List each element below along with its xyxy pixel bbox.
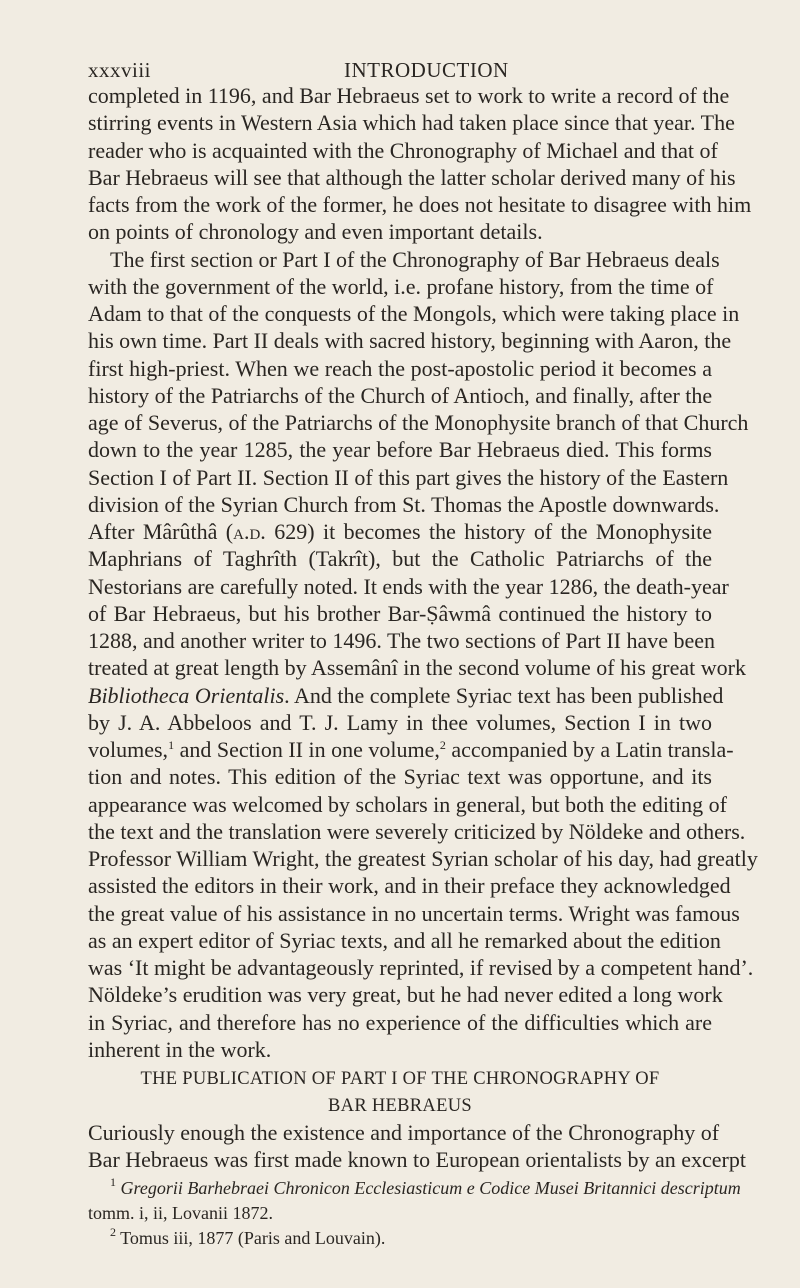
text-line (88, 491, 720, 518)
footnotes (88, 1174, 741, 1251)
text-run: first high-priest. When we reach the post-apostolic period it becomes a (88, 355, 712, 381)
text-run: tion and notes. This edition of the Syriac text was opportune, and its (88, 764, 712, 790)
text-run: Bar Hebraeus will see that although the latter scholar derived many of his (88, 164, 736, 190)
text-run: Adam to that of the conquests of the Mongols, which were taking place in (88, 301, 740, 326)
text-run: After Mârûthâ ( (88, 519, 234, 544)
text-run: tomm. i, ii, Lovanii 1872. (88, 1202, 273, 1223)
section-heading-line: THE PUBLICATION OF PART I OF THE CHRONOGRAPHY OF (140, 1069, 660, 1089)
text-run: Section I of Part II. Section II of this part gives the history of the Eastern (88, 464, 729, 490)
text-run: accompanied by a Latin transla- (445, 737, 734, 762)
text-run: stirring events in Western Asia which had taken place since that year. The (88, 110, 735, 136)
text-line (88, 654, 746, 681)
text-run: assisted the editors in their work, and in their preface they acknowledged (88, 873, 731, 899)
text-run: 629) it becomes the history of the Monophysite (265, 519, 712, 544)
text-run: the great value of his assistance in no uncertain terms. Wright was famous (88, 900, 740, 926)
text-run: reader who is acquainted with the Chronography of Michael and that of (88, 137, 718, 163)
text-line (88, 1009, 712, 1036)
text-line (88, 137, 718, 164)
text-line (88, 791, 727, 818)
text-run: facts from the work of the former, he does not hesitate to disagree with him (88, 192, 752, 217)
text-run: his own time. Part II deals with sacred history, beginning with Aaron, the (88, 328, 732, 354)
text-run: was ‘It might be advantageously reprinted, if revised by a competent hand’. (88, 955, 754, 980)
text-run: Curiously enough the existence and importance of the Chronography of (88, 1120, 720, 1145)
text-line (88, 736, 734, 763)
text-line (88, 573, 729, 600)
italic-title: Gregorii Barhebraei Chronicon Ecclesiasticum e Codice Musei Britannici descriptum (120, 1177, 741, 1198)
text-run: completed in 1196, and Bar Hebraeus set to work to write a record of the (88, 83, 730, 108)
italic-title: Bibliotheca Orientalis (88, 682, 285, 708)
small-caps-text: a.d. (233, 519, 266, 544)
text-line (88, 300, 740, 327)
footnote-line (88, 1226, 712, 1251)
text-line (88, 191, 752, 218)
text-line (88, 627, 716, 654)
text-line (88, 600, 712, 627)
text-run: . And the complete Syriac text has been published (284, 682, 724, 708)
text-run: 1288, and another writer to 1496. The two sections of Part II have been (88, 628, 716, 653)
text-line (88, 409, 749, 436)
section-heading (88, 1067, 712, 1119)
text-line (88, 82, 730, 109)
text-run: down to the year 1285, the year before Bar Hebraeus died. This forms (88, 437, 712, 463)
footnote-marker: 2 (439, 738, 446, 752)
section-heading-line: BAR HEBRAEUS (328, 1096, 472, 1116)
footnote-marker: 1 (110, 1174, 116, 1189)
text-run: Bar Hebraeus was first made known to European orientalists by an excerpt (88, 1147, 746, 1173)
text-run: Professor William Wright, the greatest Syrian scholar of his day, had greatly (88, 846, 758, 871)
text-run: Tomus iii, 1877 (Paris and Louvain). (116, 1227, 386, 1248)
text-run: volumes, (88, 737, 169, 762)
text-run: division of the Syrian Church from St. Thomas the Apostle downwards. (88, 491, 720, 517)
text-run: inherent in the work. (88, 1036, 272, 1062)
text-run: appearance was welcomed by scholars in general, but both the editing of (88, 791, 727, 817)
text-line (88, 682, 724, 709)
running-title: INTRODUCTION (344, 58, 509, 82)
footnote-line (88, 1174, 741, 1201)
text-run: in Syriac, and therefore has no experience of the difficulties which are (88, 1009, 712, 1035)
page-number: xxxviii (88, 58, 152, 82)
text-line (88, 464, 729, 491)
section-text (88, 1119, 746, 1174)
footnote-marker: 2 (110, 1224, 116, 1239)
text-line (88, 1036, 712, 1063)
text-line (88, 709, 712, 736)
text-line (88, 1146, 746, 1173)
text-line (88, 927, 721, 954)
text-line (88, 355, 712, 382)
text-line (88, 845, 758, 872)
text-run: Nöldeke’s erudition was very great, but he had never edited a long work (88, 982, 723, 1008)
text-run: treated at great length by Assemânî in the second volume of his great work (88, 655, 746, 681)
text-line (88, 382, 712, 409)
text-run: The first section or Part I of the Chronography of Bar Hebraeus deals (110, 246, 720, 272)
text-line (88, 164, 736, 191)
text-run: of Bar Hebraeus, but his brother Bar-Ṣâwmâ continued the history to (88, 600, 712, 626)
text-line (88, 981, 723, 1008)
footnote-marker: 1 (168, 738, 175, 752)
text-line (88, 273, 712, 300)
text-line (88, 518, 712, 545)
text-line (88, 872, 731, 899)
text-line (88, 545, 712, 572)
text-line (88, 218, 712, 245)
text-run: age of Severus, of the Patriarchs of the Monophysite branch of that Church (88, 410, 749, 435)
text-run: on points of chronology and even important details. (88, 219, 543, 245)
text-line (88, 818, 746, 845)
text-line (88, 900, 740, 927)
text-line (88, 327, 732, 354)
page-body (88, 82, 758, 1251)
text-line (88, 1119, 720, 1146)
text-run: by J. A. Abbeloos and T. J. Lamy in thee volumes, Section I in two (88, 709, 712, 735)
text-line (88, 436, 712, 463)
text-line (88, 763, 712, 790)
text-line (88, 246, 720, 273)
footnote-line (88, 1201, 712, 1226)
text-run: and Section II in one volume, (174, 737, 440, 762)
text-run: Nestorians are carefully noted. It ends with the year 1286, the death-year (88, 573, 729, 599)
text-run: Maphrians of Taghrîth (Takrît), but the Catholic Patriarchs of the (88, 546, 712, 572)
text-run: with the government of the world, i.e. profane history, from the time of (88, 273, 714, 299)
text-line (88, 954, 754, 981)
text-run: as an expert editor of Syriac texts, and all he remarked about the edition (88, 927, 721, 953)
text-line (88, 109, 735, 136)
text-run: history of the Patriarchs of the Church of Antioch, and finally, after the (88, 382, 713, 408)
main-text (88, 82, 758, 1063)
text-run: the text and the translation were severely criticized by Nöldeke and others. (88, 818, 746, 844)
